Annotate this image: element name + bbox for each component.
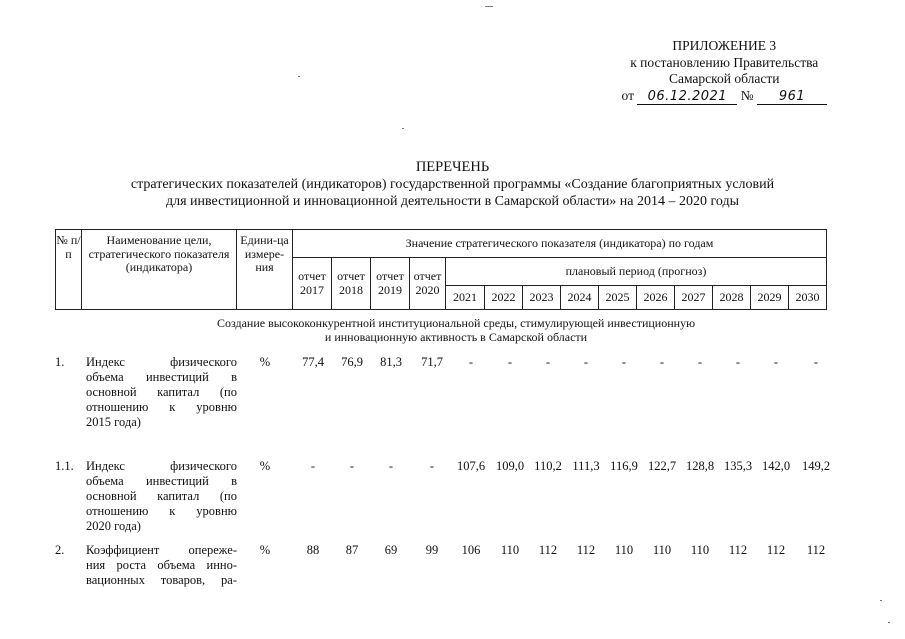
indicator-value: 76,9 (341, 355, 363, 369)
indicator-value: 128,8 (685, 459, 715, 473)
indicator-value: 99 (425, 543, 439, 557)
section-title-line-1: Создание высококонкурентной институциональной среды, стимулирующей инвестиционную (216, 316, 696, 330)
date-prefix: от (621, 87, 634, 103)
indicator-value: 110 (500, 543, 520, 557)
indicator-value: 110,2 (534, 459, 562, 473)
indicator-value: - (545, 355, 551, 369)
scan-speck (402, 128, 404, 129)
document-title (0, 159, 905, 210)
indicator-value: - (429, 459, 435, 473)
row-number: 1. (55, 355, 65, 369)
row-number: 1.1. (55, 459, 74, 473)
indicator-value: 112 (538, 543, 558, 557)
title-line-1: стратегических показателей (индикаторов) государственной программы «Создание благоприятных условий (130, 177, 775, 192)
header-unit: Едини-ца измере-ния (237, 230, 293, 310)
indicator-value: - (468, 355, 474, 369)
indicator-value: 106 (461, 543, 481, 557)
header-plan-period: плановый период (прогноз) (446, 258, 827, 286)
handwritten-number: 961 (757, 90, 827, 105)
header-plan-year: 2024 (561, 286, 599, 310)
indicator-name (86, 459, 237, 534)
indicator-name-line: отношению к уровню (86, 504, 237, 518)
header-plan-year: 2027 (675, 286, 713, 310)
header-plan-year: 2028 (713, 286, 751, 310)
indicator-value: 112 (576, 543, 596, 557)
appendix-block (622, 38, 828, 105)
indicator-value: - (659, 355, 665, 369)
indicators-header-table (55, 229, 827, 310)
header-plan-year: 2029 (751, 286, 789, 310)
header-number: № п/п (56, 230, 82, 310)
header-report-2017: отчет 2017 (293, 258, 332, 310)
indicator-value: - (697, 355, 703, 369)
scan-speck (880, 600, 882, 601)
header-report-2018: отчет 2018 (332, 258, 371, 310)
scan-speck (485, 6, 493, 7)
indicator-name-line: основной капитал (по (86, 385, 237, 399)
indicator-unit: % (259, 543, 271, 557)
indicator-value: - (813, 355, 819, 369)
scan-speck (888, 622, 890, 623)
indicator-value: 111,3 (572, 459, 600, 473)
number-label: № (740, 87, 754, 103)
indicator-value: 116,9 (610, 459, 638, 473)
indicator-name-line: объема инвестиций в (86, 474, 237, 488)
indicator-value: 87 (345, 543, 359, 557)
indicator-value: 107,6 (456, 459, 486, 473)
indicator-value: - (583, 355, 589, 369)
indicator-value: - (773, 355, 779, 369)
header-report-2020: отчет 2020 (410, 258, 446, 310)
title-line-2: для инвестиционной и инновационной деятельности в Самарской области» на 2014 – 2020 годы (165, 194, 740, 209)
indicator-name-line: 2020 года) (86, 519, 141, 533)
indicator-value: 109,0 (495, 459, 525, 473)
header-report-2019: отчет 2019 (371, 258, 410, 310)
header-plan-year: 2030 (789, 286, 827, 310)
indicator-value: 110 (690, 543, 710, 557)
indicator-value: 135,3 (723, 459, 753, 473)
indicator-name-line: Индекс физического (86, 355, 237, 369)
header-plan-year: 2025 (599, 286, 637, 310)
handwritten-date: 06.12.2021 (637, 90, 737, 105)
indicator-name-line: ния роста объема инно- (86, 558, 237, 572)
indicator-name-line: 2015 года) (86, 415, 141, 429)
indicator-value: - (310, 459, 316, 473)
indicator-name-line: вационных товаров, ра- (86, 573, 237, 587)
header-plan-year: 2022 (485, 286, 523, 310)
indicator-value: 112 (766, 543, 786, 557)
indicator-value: - (388, 459, 394, 473)
indicator-value: - (735, 355, 741, 369)
indicator-name-line: отношению к уровню (86, 400, 237, 414)
indicator-name-line: основной капитал (по (86, 489, 237, 503)
indicator-value: 77,4 (302, 355, 324, 369)
appendix-title: ПРИЛОЖЕНИЕ 3 (672, 38, 777, 53)
indicator-value: - (507, 355, 513, 369)
indicator-value: 69 (384, 543, 398, 557)
indicator-name (86, 355, 237, 430)
header-plan-year: 2021 (446, 286, 485, 310)
appendix-line-3: Самарской области (668, 71, 780, 86)
indicator-value: 149,2 (801, 459, 831, 473)
section-title (150, 316, 762, 344)
title-heading: ПЕРЕЧЕНЬ (415, 159, 490, 175)
appendix-signature-line (622, 88, 828, 105)
indicator-value: 122,7 (647, 459, 677, 473)
header-plan-year: 2026 (637, 286, 675, 310)
indicator-value: 112 (806, 543, 826, 557)
indicator-value: 81,3 (380, 355, 402, 369)
indicator-value: - (349, 459, 355, 473)
indicator-unit: % (259, 459, 271, 473)
section-title-line-2: и инновационную активность в Самарской области (324, 330, 588, 344)
header-values-by-year: Значение стратегического показателя (индикатора) по годам (293, 230, 827, 258)
indicator-name-line: Индекс физического (86, 459, 237, 473)
indicator-value: - (621, 355, 627, 369)
indicator-value: 110 (652, 543, 672, 557)
indicator-value: 142,0 (761, 459, 791, 473)
row-number: 2. (55, 543, 65, 557)
indicator-name-line: Коэффициент опереже- (86, 543, 237, 557)
indicator-name-line: объема инвестиций в (86, 370, 237, 384)
header-name: Наименование цели, стратегического показателя (индикатора) (82, 230, 237, 310)
scan-speck (298, 76, 300, 77)
indicator-value: 110 (614, 543, 634, 557)
header-plan-year: 2023 (523, 286, 561, 310)
indicator-value: 88 (306, 543, 320, 557)
indicator-value: 112 (728, 543, 748, 557)
appendix-line-2: к постановлению Правительства (630, 54, 819, 70)
indicator-value: 71,7 (421, 355, 443, 369)
indicator-name (86, 543, 237, 588)
indicator-unit: % (259, 355, 271, 369)
